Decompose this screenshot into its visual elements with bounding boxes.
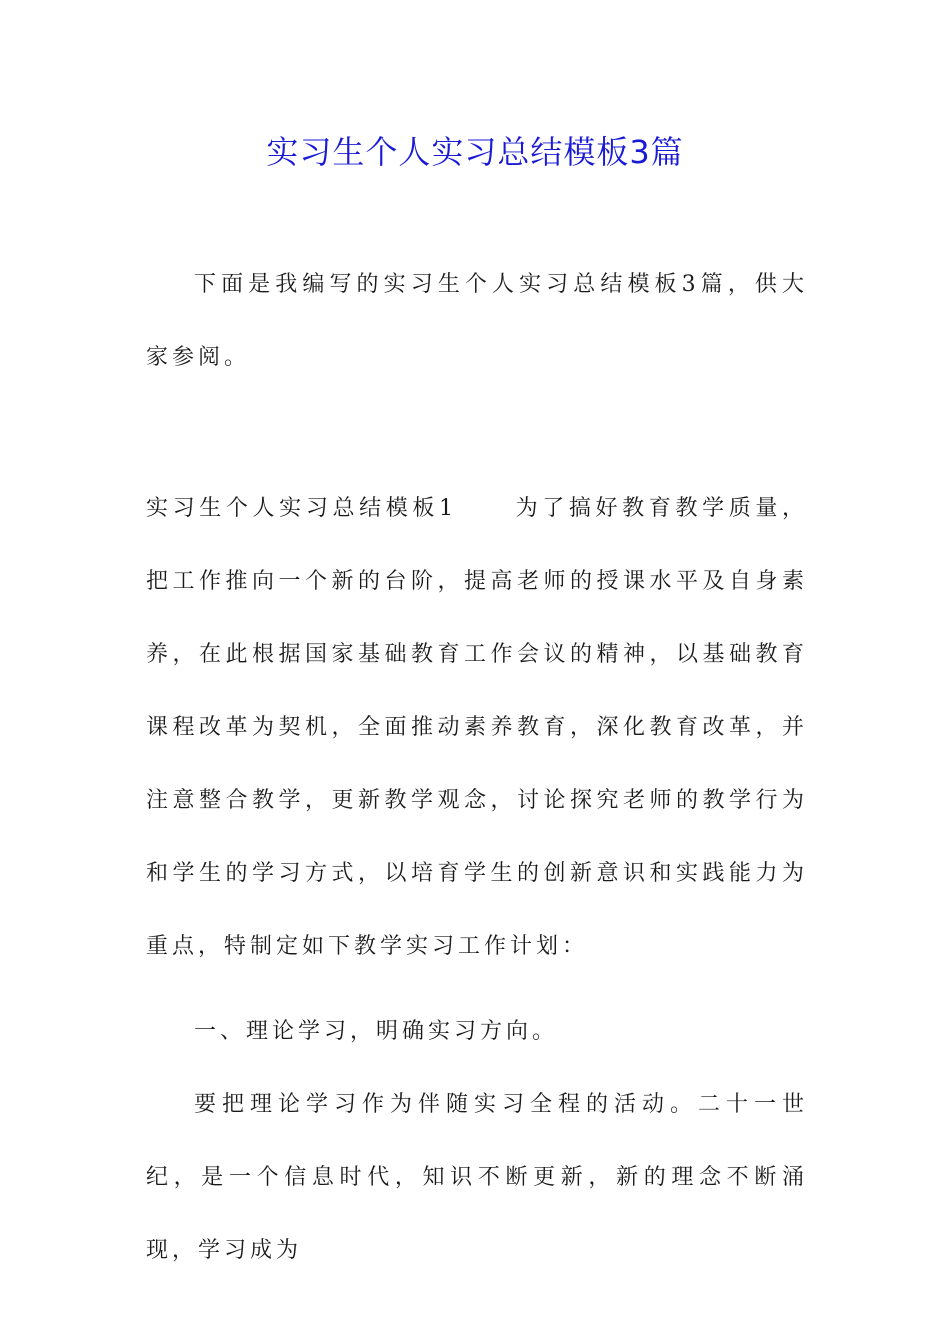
intro-paragraph: 下面是我编写的实习生个人实习总结模板3篇，供大家参阅。 [146, 272, 808, 370]
section-subheading: 一、理论学习，明确实习方向。 [194, 1019, 559, 1044]
document-title: 实习生个人实习总结模板3篇 [266, 133, 684, 171]
template1-paragraph [146, 472, 808, 983]
body-paragraph: 要把理论学习作为伴随实习全程的活动。二十一世纪，是一个信息时代，知识不断更新，新的理念不断涌现，学习成为 [146, 1092, 808, 1263]
template1-heading: 实习生个人实习总结模板1 [146, 496, 457, 521]
template1-text: 为了搞好教育教学质量，把工作推向一个新的台阶，提高老师的授课水平及自身素养，在此根据国家基础教育工作会议的精神，以基础教育课程改革为契机，全面推动素养教育，深化教育改革，并注意整合教学，更新教学观念，讨论探究老师的教学行为和学生的学习方式，以培育学生的创新意识和实践能力为重点，特制定如下教学实习工作计划： [146, 496, 808, 959]
